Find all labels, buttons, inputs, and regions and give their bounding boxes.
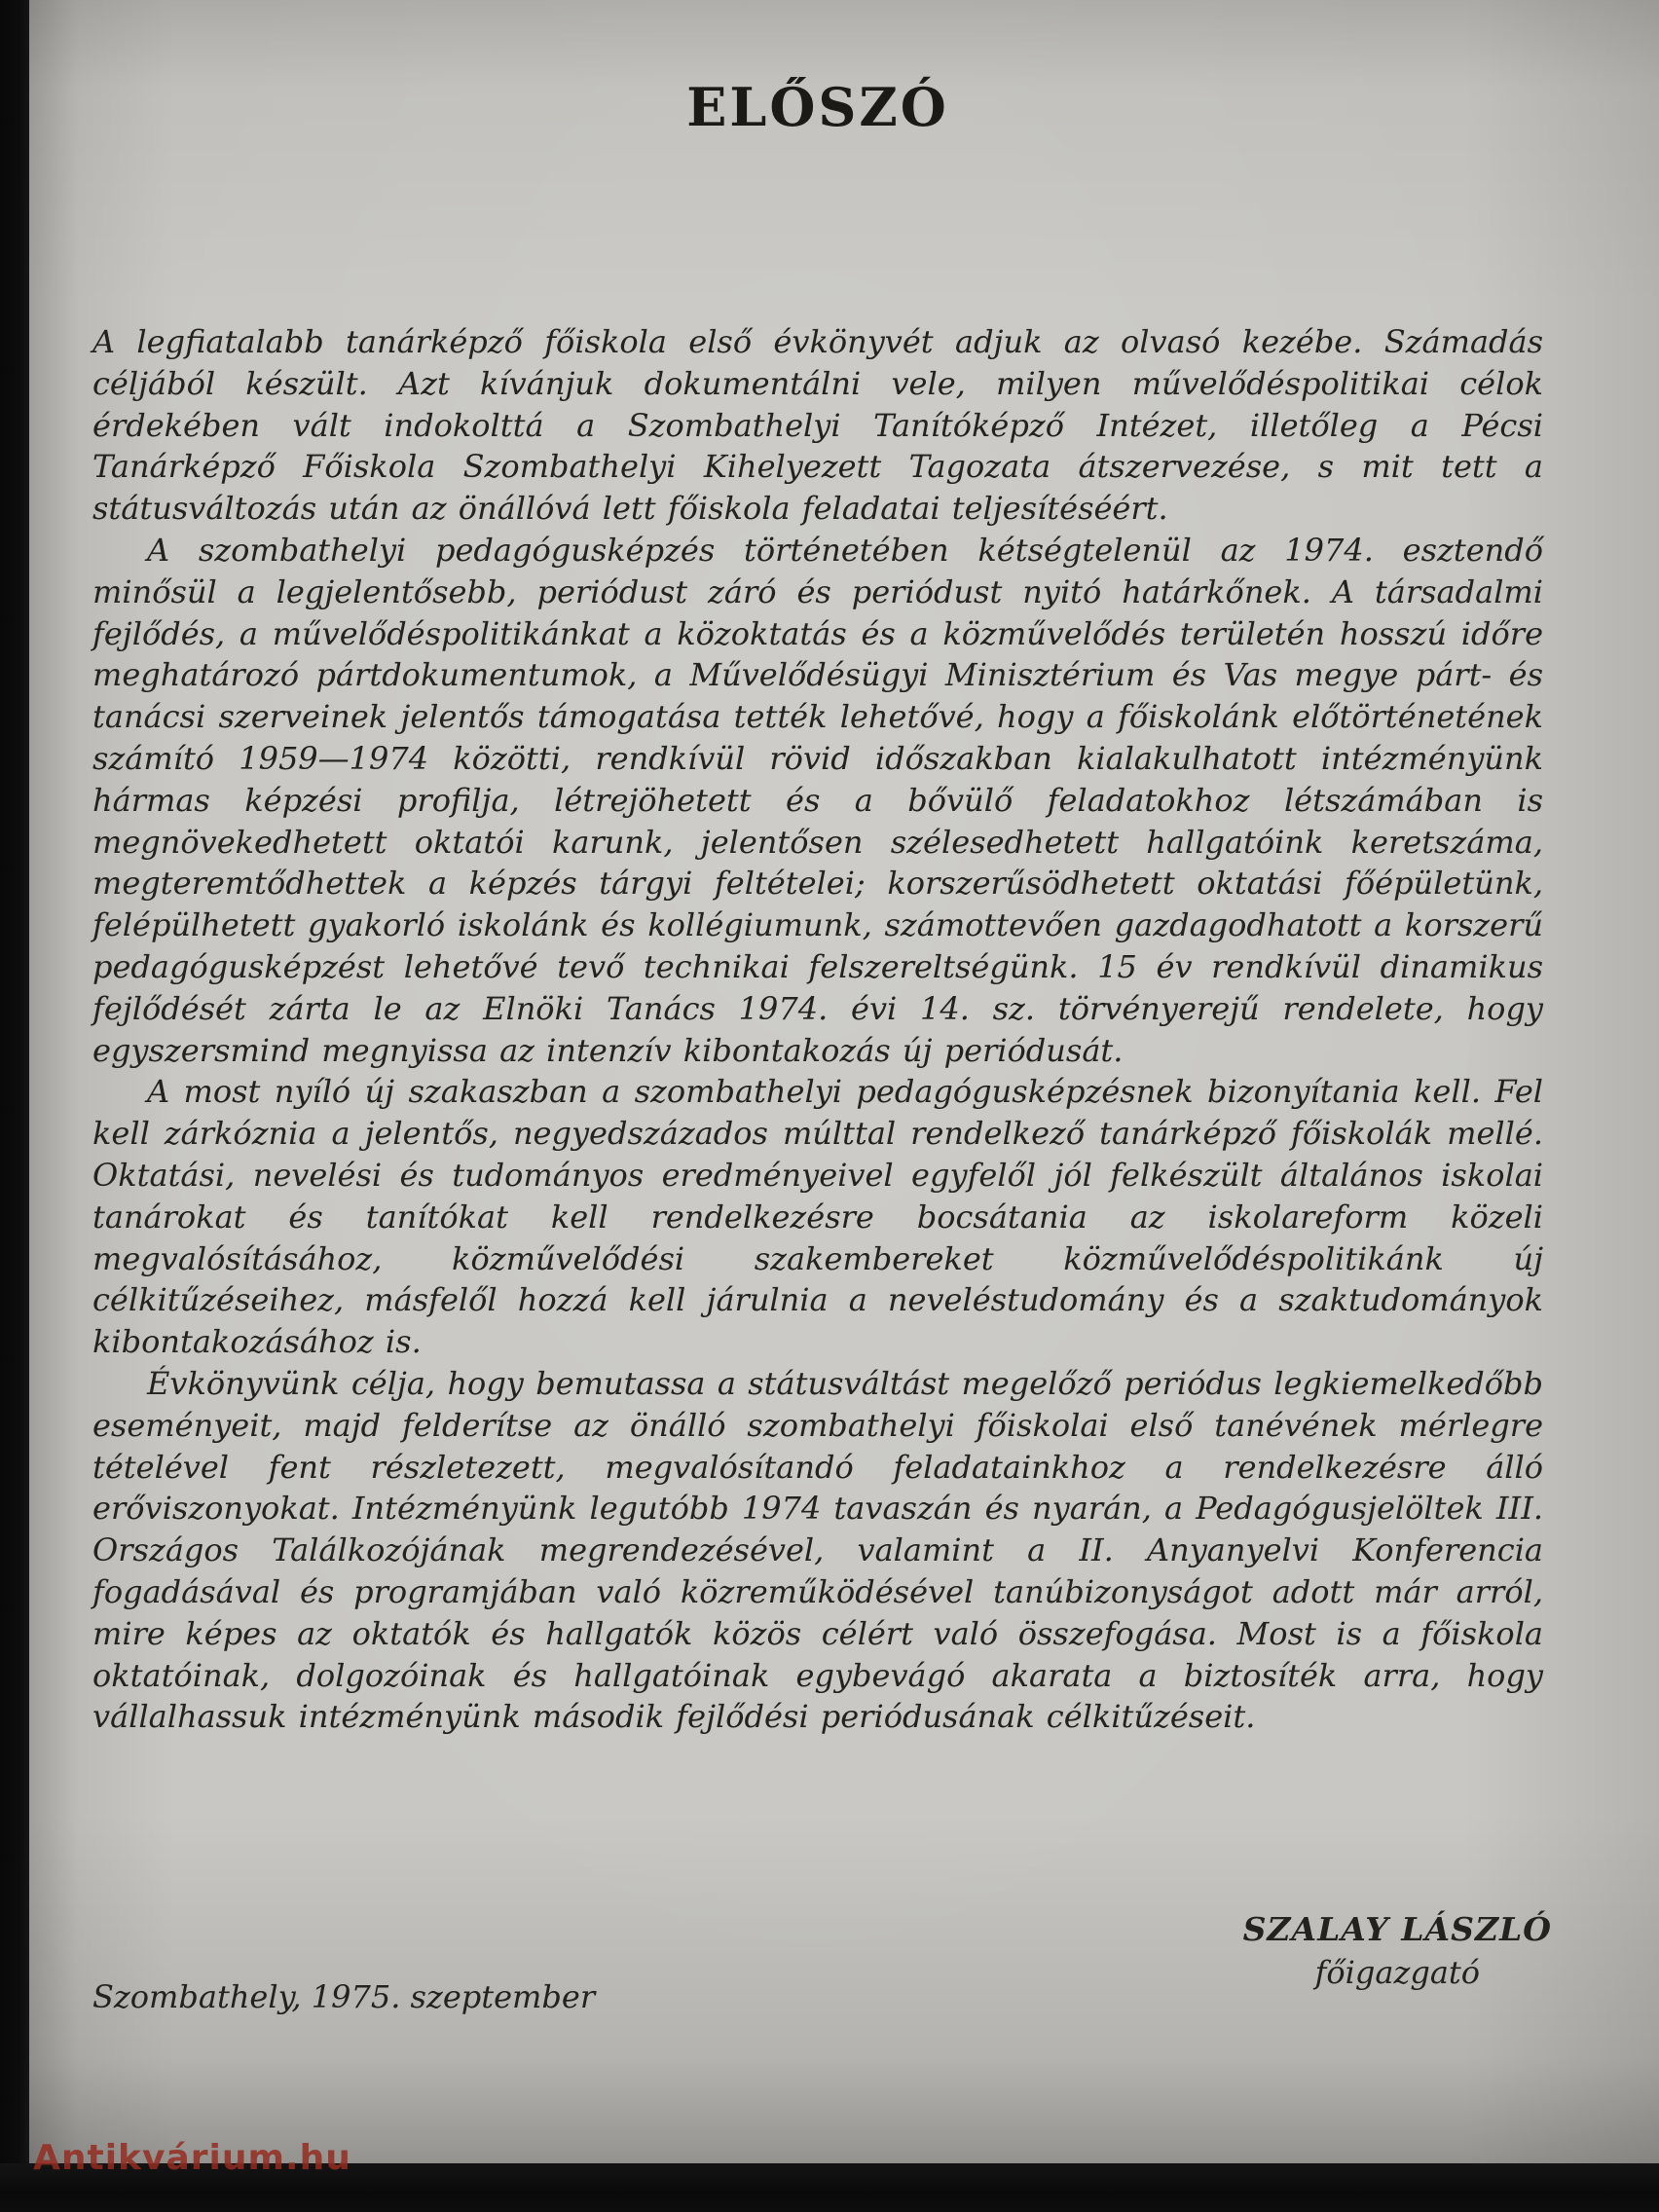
body-text bbox=[92, 321, 1543, 1738]
signature-block bbox=[1243, 1910, 1552, 1991]
paragraph: Évkönyvünk célja, hogy bemutassa a státusváltást megelőző periódus legkiemelkedőbb eseményeit, majd felderítse az önálló szombathelyi főiskolai első tanévének mérlegre tételével fent részletezett, megvalósítandó feladatainkhoz a rendelkezésre álló erőviszonyokat. Intézményünk legutóbb 1974 tavaszán és nyarán, a Pedagógusjelöltek III. Országos Találkozójának megrendezésével, valamint a II. Anyanyelvi Konferencia fogadásával és programjában való közreműködésével tanúbizonyságot adott már arról, mire képes az oktatók és hallgatók közös célért való összefogása. Most is a főiskola oktatóinak, dolgozóinak és hallgatóinak egybevágó akarata a biztosíték arra, hogy vállalhassuk intézményünk második fejlődési periódusának célkitűzéseit. bbox=[92, 1364, 1543, 1736]
signature-role: főigazgató bbox=[1314, 1954, 1481, 1991]
scan-left-edge bbox=[0, 0, 29, 2212]
dateline: Szombathely, 1975. szeptember bbox=[92, 1978, 596, 2015]
signature-name: SZALAY LÁSZLÓ bbox=[1242, 1910, 1552, 1948]
watermark: Antikvárium.hu bbox=[33, 2138, 351, 2178]
paragraph: A szombathelyi pedagógusképzés történetében kétségtelenül az 1974. esztendő minősül a legjelentősebb, periódust záró és periódust nyitó határkőnek. A társadalmi fejlődés, a művelődéspolitikánkat a közoktatás és a közművelődés területén hosszú időre meghatározó pártdokumentumok, a Művelődésügyi Minisztérium és Vas megye párt- és tanácsi szerveinek jelentős támogatása tették lehetővé, hogy a főiskolánk előtörténetének számító 1959—1974 közötti, rendkívül rövid időszakban kialakulhatott intézményünk hármas képzési profilja, létrejöhetett és a bővülő feladatokhoz létszámában is megnövekedhetett oktatói karunk, jelentősen szélesedhetett hallgatóink keretszáma, megteremtődhettek a képzés tárgyi feltételei; korszerűsödhetett oktatási főépületünk, felépülhetett gyakorló iskolánk és kollégiumunk, számottevően gazdagodhatott a korszerű pedagógusképzést lehetővé tevő technikai felszereltségünk. 15 év rendkívül dinamikus fejlődését zárta le az Elnöki Tanács 1974. évi 14. sz. törvényerejű rendelete, hogy egyszersmind megnyissa az intenzív kibontakozás új periódusát. bbox=[92, 531, 1543, 1069]
paragraph: A most nyíló új szakaszban a szombathelyi pedagógusképzésnek bizonyítania kell. Fel kell zárkóznia a jelentős, negyedszázados múlttal rendelkező tanárképző főiskolák mellé. Oktatási, nevelési és tudományos eredményeivel egyfelől jól felkészült általános iskolai tanárokat és tanítókat kell rendelkezésre bocsátania az iskolareform közeli megvalósításához, közművelődési szakembereket közművelődéspolitikánk új célkitűzéseihez, másfelől hozzá kell járulnia a neveléstudomány és a szaktudományok kibontakozásához is. bbox=[92, 1073, 1543, 1361]
paragraph: A legfiatalabb tanárképző főiskola első évkönyvét adjuk az olvasó kezébe. Számadás céljából készült. Azt kívánjuk dokumentálni vele, milyen művelődéspolitikai célok érdekében vált indokolttá a Szombathelyi Tanítóképző Intézet, illetőleg a Pécsi Tanárképző Főiskola Szombathelyi Kihelyezett Tagozata átszervezése, s mit tett a státusváltozás után az önállóvá lett főiskola feladatai teljesítéséért. bbox=[92, 323, 1543, 528]
page-title: ELŐSZÓ bbox=[686, 76, 949, 139]
